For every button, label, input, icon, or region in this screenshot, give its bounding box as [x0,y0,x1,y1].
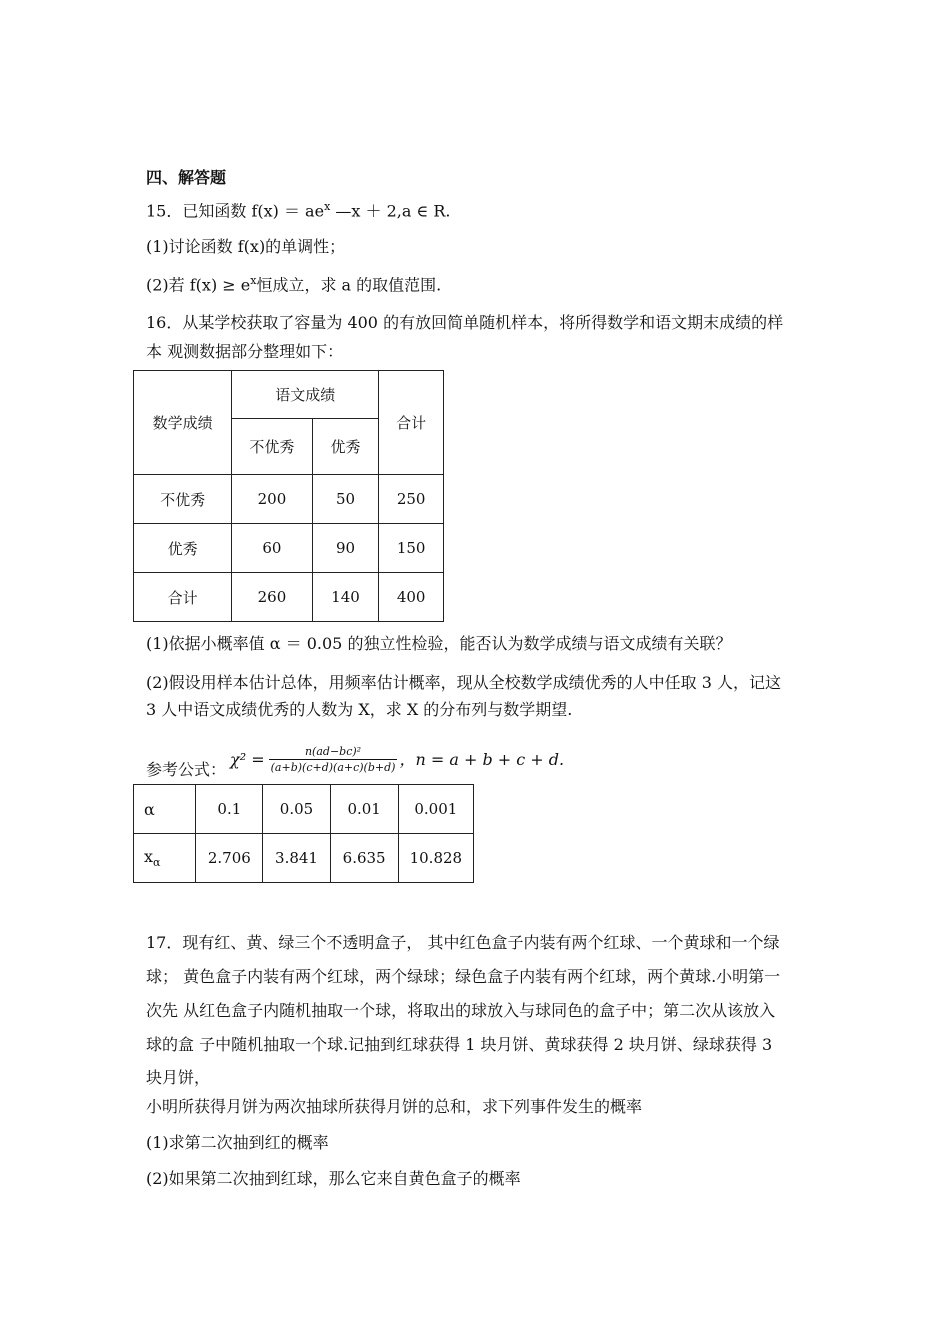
table-row [134,475,444,524]
q15-part2-pre: (2)若 f(x) ≥ e [146,275,251,295]
row-label: 合计 [134,573,232,622]
q17-part2: (2)如果第二次抽到红球，那么它来自黄色盒子的概率 [146,1169,521,1188]
n-definition: ，n = a + b + c + d. [399,750,565,769]
formula-label: 参考公式： [146,760,227,779]
table-row [134,573,444,622]
q17-line2: 球； 黄色盒子内装有两个红球，两个绿球；绿色盒子内装有两个红球，两个黄球.小明第一 [146,967,781,986]
q17-line6: 小明所获得月饼为两次抽球所获得月饼的总和，求下列事件发生的概率 [146,1097,643,1116]
alpha-value: 0.05 [263,785,330,834]
q15-stem-text: 15．已知函数 f(x) ＝ ae [146,201,325,221]
contingency-table [133,370,444,622]
critical-value: 2.706 [196,834,263,883]
col-header-total: 合计 [379,371,444,475]
q15-stem-tail: —x ＋ 2,a ∈ R. [330,201,451,221]
cell-value: 60 [232,524,313,573]
col-header-excellent: 优秀 [312,419,379,475]
critical-value: 3.841 [263,834,330,883]
group-header-chinese: 语文成绩 [232,371,379,419]
cell-value: 200 [232,475,313,524]
alpha-value: 0.01 [330,785,398,834]
q17-line5: 块月饼， [146,1068,211,1087]
cell-value: 90 [312,524,379,573]
q16-part2-line1: (2)假设用样本估计总体，用频率估计概率，现从全校数学成绩优秀的人中任取 3 人，记这 [146,673,782,692]
critical-value: 6.635 [330,834,398,883]
fraction-numerator: n(ad−bc)² [269,745,398,760]
alpha-value: 0.001 [398,785,473,834]
reference-formula [146,740,564,779]
chi-square-fraction [269,745,398,774]
row-header-math: 数学成绩 [134,371,232,475]
q17-line4: 球的盒 子中随机抽取一个球.记抽到红球获得 1 块月饼、黄球获得 2 块月饼、绿球获得 3 [146,1035,773,1054]
cell-value: 150 [379,524,444,573]
cell-value: 140 [312,573,379,622]
critical-value-table [133,784,474,883]
alpha-value: 0.1 [196,785,263,834]
cell-value: 50 [312,475,379,524]
x-label: x [144,846,154,866]
cell-value: 260 [232,573,313,622]
q17-line3: 次先 从红色盒子内随机抽取一个球，将取出的球放入与球同色的盒子中；第二次从该放入 [146,1001,776,1020]
q16-stem-line2: 本 观测数据部分整理如下： [146,342,344,361]
q15-exponent: x [324,200,331,213]
q15-part2-exponent: x [250,274,257,287]
q16-stem-line1: 16．从某学校获取了容量为 400 的有放回简单随机样本，将所得数学和语文期末成绩的样 [146,313,784,332]
q17-part1: (1)求第二次抽到红的概率 [146,1133,329,1152]
table-row [134,524,444,573]
q16-part1: (1)依据小概率值 α ＝ 0.05 的独立性检验，能否认为数学成绩与语文成绩有关联？ [146,634,732,653]
col-header-not-excellent: 不优秀 [232,419,313,475]
cell-value: 250 [379,475,444,524]
critical-value: 10.828 [398,834,473,883]
cell-value: 400 [379,573,444,622]
row-label: 不优秀 [134,475,232,524]
q15-part2-post: 恒成立，求 a 的取值范围. [256,275,442,295]
chi-square-lhs: χ² = [230,750,265,769]
x-subscript: α [153,856,161,870]
alpha-label: α [134,785,196,834]
q15-part1: (1)讨论函数 f(x)的单调性； [146,237,346,256]
q15-part2 [146,274,441,295]
row-label: 优秀 [134,524,232,573]
q16-part2-line2: 3 人中语文成绩优秀的人数为 X，求 X 的分布列与数学期望. [146,700,573,719]
q15-stem [146,200,451,221]
x-alpha-label [134,834,196,883]
section-heading: 四、解答题 [146,168,227,187]
fraction-denominator: (a+b)(c+d)(a+c)(b+d) [270,761,396,775]
q17-line1: 17．现有红、黄、绿三个不透明盒子， 其中红色盒子内装有两个红球、一个黄球和一个绿 [146,933,780,952]
